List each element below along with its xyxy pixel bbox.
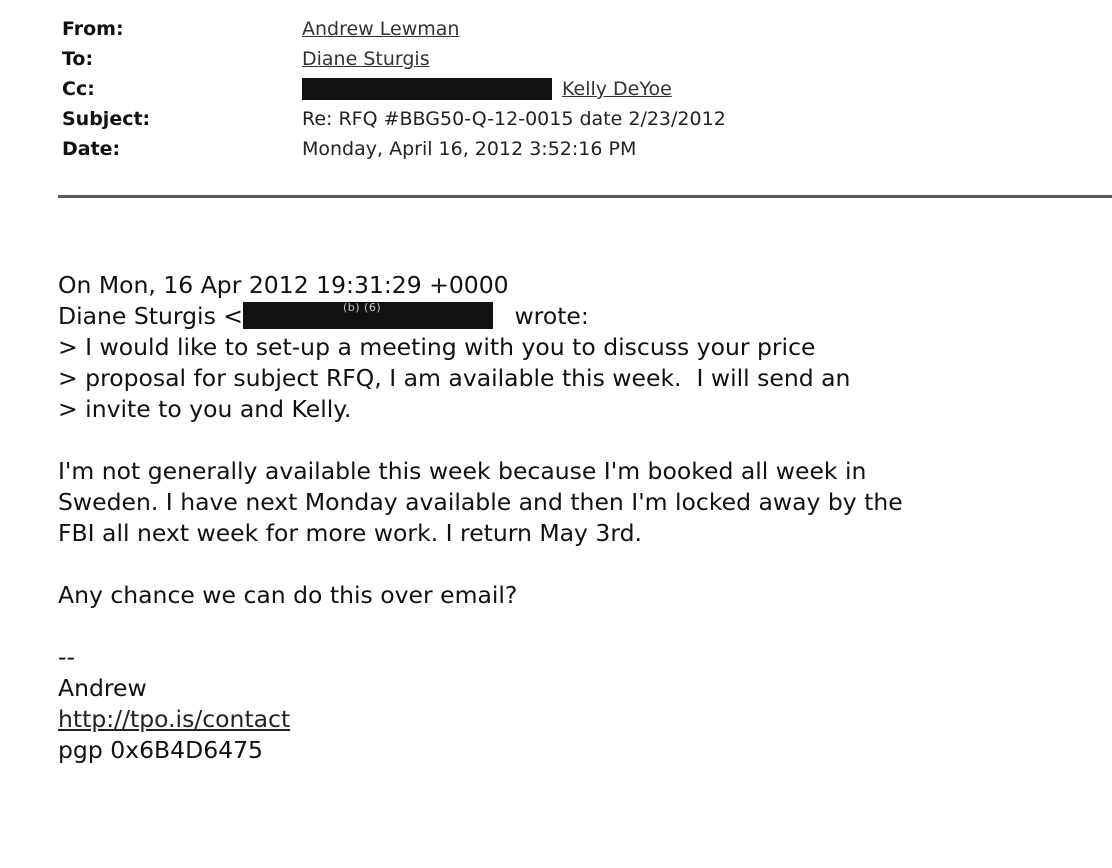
subject-label: Subject: [62, 108, 151, 130]
spacer [58, 611, 1098, 642]
signature-name: Andrew [58, 674, 147, 702]
from-sender-link[interactable]: Andrew Lewman [302, 18, 460, 40]
to-row [62, 44, 1062, 74]
cc-redaction-bar [302, 78, 552, 100]
from-row [62, 14, 1062, 44]
email-body [58, 270, 1098, 766]
date-row [62, 134, 1062, 164]
cc-values [302, 78, 672, 100]
redaction-code: (b) (6) [342, 301, 382, 314]
quote-attribution-line: On Mon, 16 Apr 2012 19:31:29 +0000 [58, 271, 509, 299]
spacer [58, 549, 1098, 580]
spacer [58, 425, 1098, 456]
quoted-line-2: > proposal for subject RFQ, I am available this week. I will send an [58, 364, 851, 392]
reply-line-3: FBI all next week for more work. I return May 3rd. [58, 519, 643, 547]
header-divider [58, 195, 1112, 198]
cc-recipient-link[interactable]: Kelly DeYoe [562, 78, 672, 100]
date-value: Monday, April 16, 2012 3:52:16 PM [302, 138, 637, 160]
reply-line-1: I'm not generally available this week because I'm booked all week in [58, 457, 867, 485]
to-recipient-link[interactable]: Diane Sturgis [302, 48, 430, 70]
quote-author-prefix: Diane Sturgis < [58, 302, 243, 330]
from-label: From: [62, 18, 124, 40]
quote-author-line [58, 301, 1098, 332]
subject-value: Re: RFQ #BBG50-Q-12-0015 date 2/23/2012 [302, 108, 726, 130]
cc-label: Cc: [62, 78, 95, 100]
signature-contact-link[interactable]: http://tpo.is/contact [58, 705, 291, 733]
reply-line-2: Sweden. I have next Monday available and then I'm locked away by the [58, 488, 903, 516]
cc-row [62, 74, 1062, 104]
email-header [62, 14, 1062, 164]
signature-separator: -- [58, 643, 75, 671]
quote-author-suffix: wrote: [506, 302, 589, 330]
date-label: Date: [62, 138, 121, 160]
reply-question: Any chance we can do this over email? [58, 581, 518, 609]
subject-row [62, 104, 1062, 134]
quoted-line-3: > invite to you and Kelly. [58, 395, 352, 423]
signature-pgp: pgp 0x6B4D6475 [58, 736, 264, 764]
email-redaction-bar [243, 302, 493, 329]
quoted-line-1: > I would like to set-up a meeting with you to discuss your price [58, 333, 816, 361]
to-label: To: [62, 48, 94, 70]
